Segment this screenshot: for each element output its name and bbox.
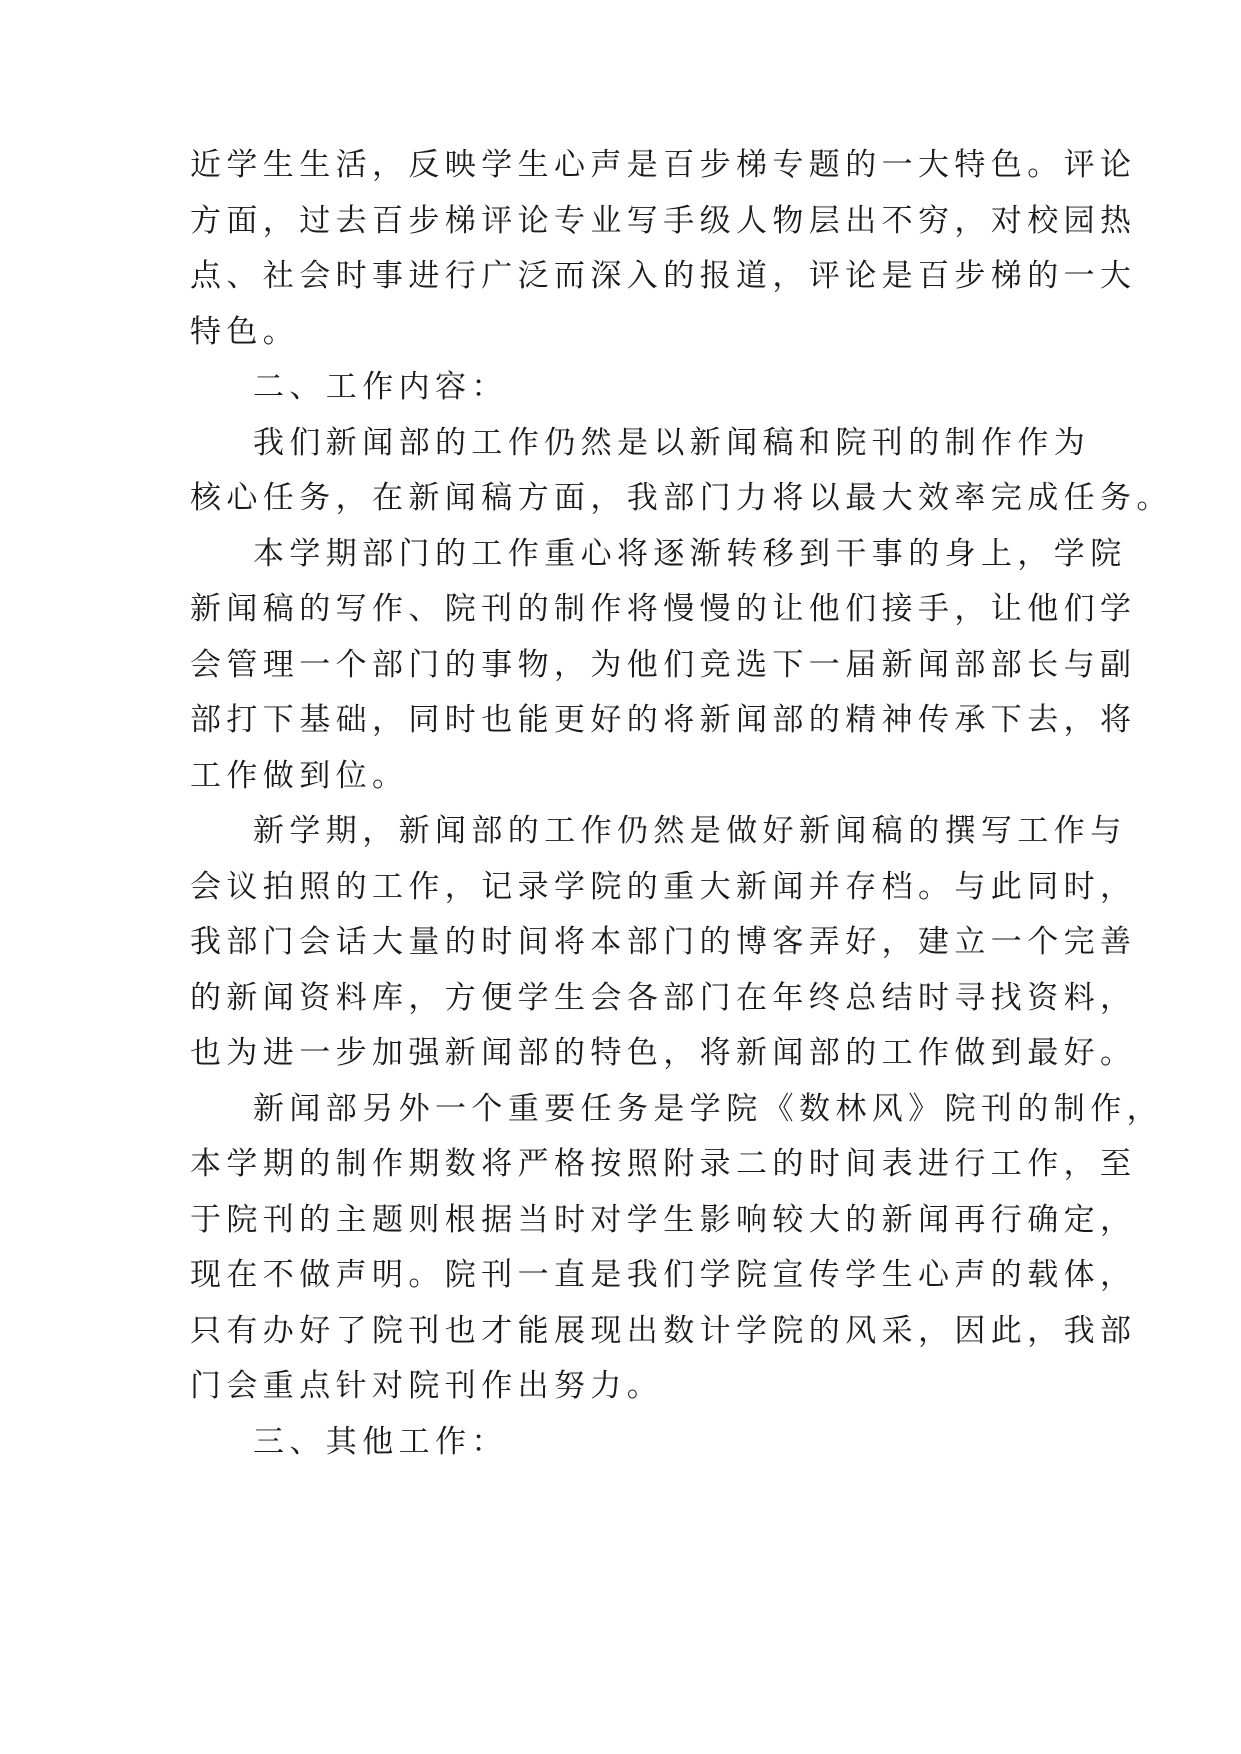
text-line: 特色。 [190, 314, 300, 350]
text-line: 也为进一步加强新闻部的特色，将新闻部的工作做到最好。 [190, 1035, 1137, 1071]
text-line: 门会重点针对院刊作出努力。 [190, 1368, 664, 1404]
text-line: 的新闻资料库，方便学生会各部门在年终总结时寻找资料， [190, 980, 1137, 1016]
text-line: 我部门会话大量的时间将本部门的博客弄好，建立一个完善 [190, 924, 1137, 960]
text-line: 点、社会时事进行广泛而深入的报道，评论是百步梯的一大 [190, 258, 1137, 294]
text-line: 新闻部另外一个重要任务是学院《数林风》院刊的制作， [253, 1091, 1163, 1127]
text-line: 会管理一个部门的事物，为他们竞选下一届新闻部部长与副 [190, 647, 1137, 683]
text-line: 本学期的制作期数将严格按照附录二的时间表进行工作，至 [190, 1146, 1137, 1182]
section-heading: 三、其他工作： [253, 1424, 508, 1460]
text-line: 我们新闻部的工作仍然是以新闻稿和院刊的制作作为 [253, 425, 1091, 461]
text-line: 近学生生活，反映学生心声是百步梯专题的一大特色。评论 [190, 147, 1137, 183]
text-line: 新闻稿的写作、院刊的制作将慢慢的让他们接手，让他们学 [190, 591, 1137, 627]
text-line: 只有办好了院刊也才能展现出数计学院的风采，因此，我部 [190, 1313, 1137, 1349]
text-line: 新学期，新闻部的工作仍然是做好新闻稿的撰写工作与 [253, 813, 1127, 849]
text-line: 会议拍照的工作，记录学院的重大新闻并存档。与此同时， [190, 869, 1137, 905]
section-heading: 二、工作内容： [253, 369, 508, 405]
text-line: 方面，过去百步梯评论专业写手级人物层出不穷，对校园热 [190, 203, 1137, 239]
text-line: 本学期部门的工作重心将逐渐转移到干事的身上，学院 [253, 536, 1127, 572]
text-line: 工作做到位。 [190, 758, 409, 794]
text-line: 核心任务，在新闻稿方面，我部门力将以最大效率完成任务。 [190, 480, 1173, 516]
text-line: 部打下基础，同时也能更好的将新闻部的精神传承下去，将 [190, 702, 1137, 738]
text-line: 于院刊的主题则根据当时对学生影响较大的新闻再行确定， [190, 1202, 1137, 1238]
text-line: 现在不做声明。院刊一直是我们学院宣传学生心声的载体， [190, 1257, 1137, 1293]
